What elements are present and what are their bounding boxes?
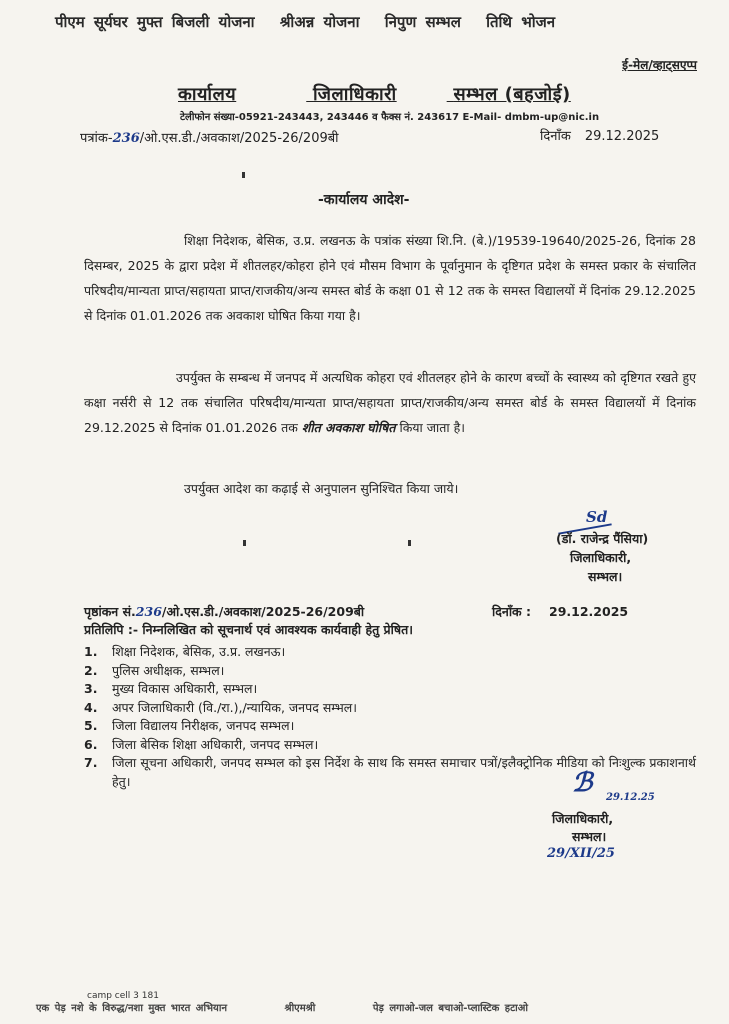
- order-paragraph-1: [84, 228, 696, 328]
- date-value: 29.12.2025: [584, 129, 660, 144]
- item-number: 2.: [84, 662, 98, 678]
- scheme-banner: [55, 12, 571, 32]
- date-value: 29.12.2025: [549, 604, 629, 619]
- list-item: [84, 680, 696, 699]
- item-number: 4.: [84, 699, 98, 715]
- handwritten-number: 236: [135, 604, 162, 619]
- district-name: सम्भल (बहजोई): [453, 84, 571, 105]
- list-item: [84, 717, 696, 736]
- signature-scrawl: Sd: [586, 508, 608, 526]
- contact-line: टेलीफोन संख्या-05921-243443, 243446 व फैक्स नं. 243617 E-Mail- dmbm-up@nic.in: [180, 112, 600, 123]
- item-text: शिक्षा निदेशक, बेसिक, उ.प्र. लखनऊ।: [112, 644, 286, 659]
- item-number: 6.: [84, 736, 98, 752]
- punch-mark: [243, 540, 246, 546]
- endorsement-rest: /ओ.एस.डी./अवकाश/2025-26/209बी: [161, 604, 365, 619]
- footer-item: पेड़ लगाओ-जल बचाओ-प्लास्टिक हटाओ: [372, 1003, 528, 1014]
- handwritten-date: 29/XII/25: [547, 846, 615, 861]
- list-item: [84, 754, 696, 791]
- office-title: [178, 82, 571, 106]
- signatory-place-2: सम्भल।: [572, 829, 607, 844]
- footer-item: श्रीएमश्री: [284, 1003, 316, 1014]
- reference-number: [80, 128, 339, 146]
- para2-end: किया जाता है।: [399, 420, 465, 435]
- item-text: पुलिस अधीक्षक, सम्भल।: [112, 662, 225, 678]
- list-item: [84, 699, 696, 718]
- banner-item: तिथि भोजन: [486, 13, 556, 31]
- copy-list: [84, 643, 696, 791]
- reference-prefix: पत्रांक-: [80, 131, 113, 146]
- order-title: -कार्यालय आदेश-: [318, 192, 410, 208]
- date-label: दिनाँक: [540, 129, 571, 144]
- list-item: [84, 662, 696, 681]
- footer-slogans: [36, 1000, 580, 1014]
- para3-text: उपर्युक्त आदेश का कढ़ाई से अनुपालन सुनिश्चित किया जाये।: [184, 481, 459, 496]
- banner-item: पीएम सूर्यघर मुफ्त बिजली योजना: [55, 13, 255, 31]
- signature-date-scrawl: 29.12.25: [606, 792, 655, 803]
- item-text: जिला बेसिक शिक्षा अधिकारी, जनपद सम्भल।: [112, 736, 319, 752]
- copy-heading: प्रतिलिपि :- निम्नलिखित को सूचनार्थ एवं आवश्यक कार्यवाही हेतु प्रेषित।: [84, 622, 413, 637]
- footer-item: एक पेड़ नशे के विरुद्ध/नशा मुक्त भारत अभियान: [36, 1003, 228, 1014]
- date-label: दिनाँक :: [492, 604, 532, 619]
- officer-word: जिलाधिकारी: [313, 84, 397, 105]
- item-text: मुख्य विकास अधिकारी, सम्भल।: [112, 681, 258, 696]
- reference-date: [540, 126, 659, 144]
- endorsement-prefix: पृष्ठांकन सं.: [84, 604, 136, 619]
- item-number: 7.: [84, 755, 98, 770]
- item-number: 3.: [84, 681, 98, 696]
- para1-text: शिक्षा निदेशक, बेसिक, उ.प्र. लखनऊ के पत्रांक संख्या शि.नि. (बे.)/19539-19640/2025-26, दिनांक 28 दिसम्बर, 2025 के द्वारा प्रदेश में शीतलहर/कोहरा होने एवं मौसम विभाग के पूर्वानुमान के दृष्टिगत प्रदेश के समस्त प्रकार के संचालित परिषदीय/मान्यता प्राप्त/सहायता प्राप्त/राजकीय/अन्य समस्त बोर्ड के कक्षा 01 से 12 तक के समस्त विद्यालयों में दिनांक 29.12.2025 से दिनांक 01.01.2026 तक अवकाश घोषित किया गया है।: [84, 233, 696, 323]
- list-item: [84, 643, 696, 662]
- para2-text: उपर्युक्त के सम्बन्ध में जनपद में अत्यधिक कोहरा एवं शीतलहर होने के कारण बच्चों के स्वास्थ्य को दृष्टिगत रखते हुए कक्षा नर्सरी से 12 तक संचालित परिषदीय/मान्यता प्राप्त/सहायता प्राप्त/राजकीय/अन्य समस्त बोर्ड के समस्त विद्यालयों में दिनांक 29.12.2025 से दिनांक 01.01.2026 तक: [84, 370, 696, 435]
- signatory-place: सम्भल।: [588, 569, 623, 584]
- office-word: कार्यालय: [178, 84, 237, 105]
- banner-item: निपुण सम्भल: [384, 13, 461, 31]
- signatory-post: जिलाधिकारी,: [570, 550, 632, 565]
- item-text: जिला विद्यालय निरीक्षक, जनपद सम्भल।: [112, 718, 295, 733]
- order-paragraph-2: [84, 365, 696, 440]
- endorsement-date: [492, 603, 628, 620]
- punch-mark: [408, 540, 411, 546]
- punch-mark: [242, 172, 245, 178]
- signatory-post-2: जिलाधिकारी,: [552, 811, 614, 826]
- list-item: [84, 736, 696, 755]
- para2-highlight: शीत अवकाश घोषित: [301, 420, 396, 435]
- handwritten-number: 236: [112, 131, 140, 146]
- signatory-name: (डॉ. राजेन्द्र पैंसिया): [556, 531, 649, 546]
- item-text: जिला सूचना अधिकारी, जनपद सम्भल को इस निर्देश के साथ कि समस्त समाचार पत्रों/इलैक्ट्रोनिक मीडिया को निःशुल्क प्रकाशनार्थ हेतु।: [112, 755, 696, 789]
- item-number: 5.: [84, 718, 98, 733]
- dispatch-mode: ई-मेल/व्हाट्सएप्प: [622, 58, 697, 72]
- order-paragraph-3: [84, 476, 696, 501]
- item-number: 1.: [84, 644, 98, 659]
- banner-item: श्रीअन्न योजना: [279, 13, 360, 31]
- endorsement-number: [84, 603, 364, 620]
- camp-cell-note: camp cell 3 181: [87, 991, 159, 1001]
- item-text: अपर जिलाधिकारी (वि./रा.),/न्यायिक, जनपद सम्भल।: [112, 699, 358, 715]
- signature-scrawl-2: ℬ: [572, 768, 593, 798]
- reference-rest: /ओ.एस.डी./अवकाश/2025-26/209बी: [139, 131, 339, 146]
